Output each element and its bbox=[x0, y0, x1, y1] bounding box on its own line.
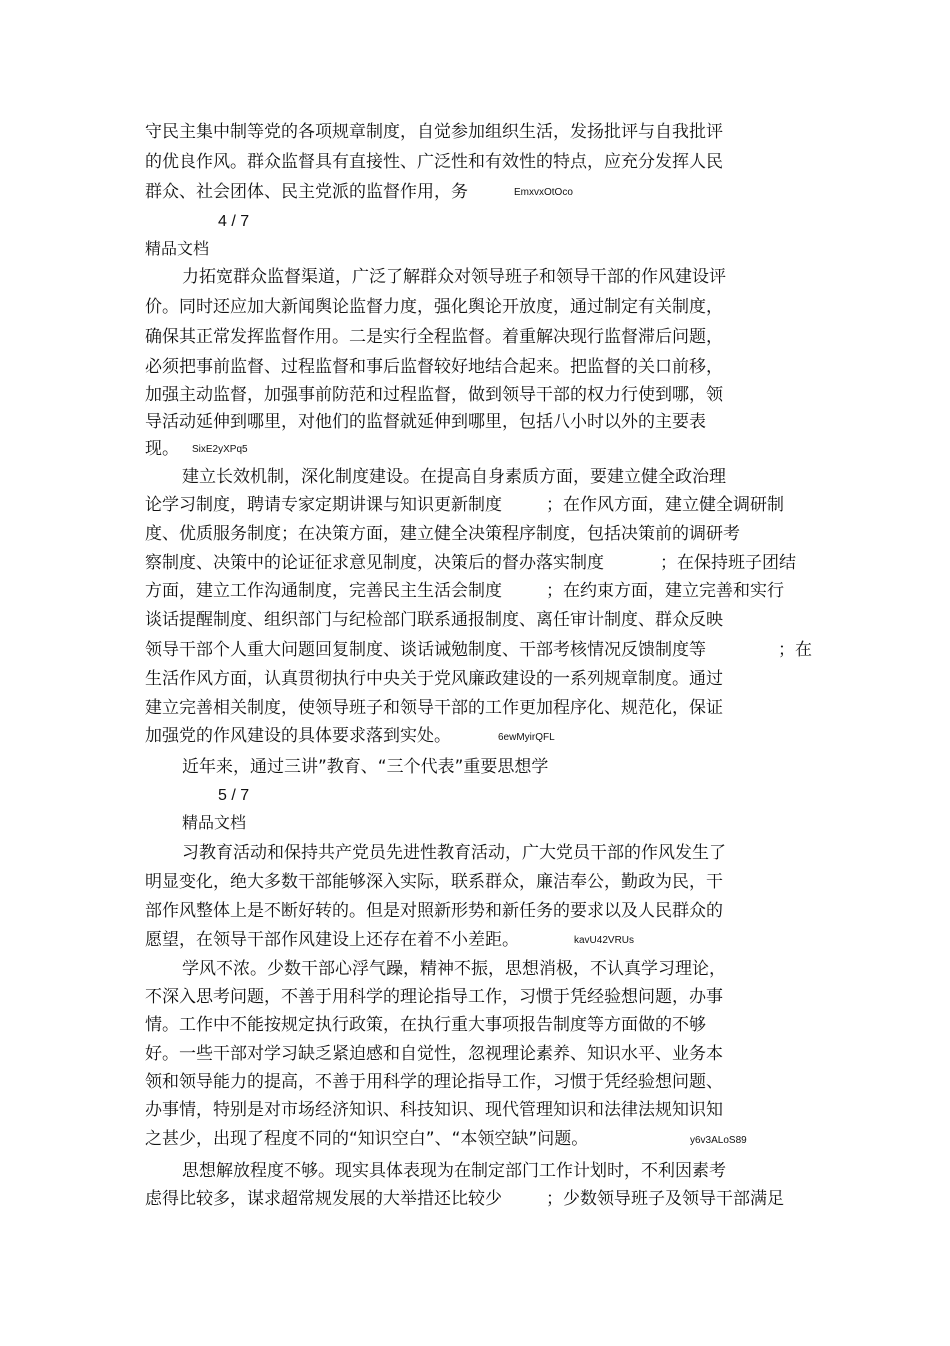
text-line: 之甚少，出现了程度不同的“知识空白”、“本领空缺”问题。 bbox=[145, 1129, 589, 1149]
text-line: 愿望，在领导干部作风建设上还存在着不小差距。 bbox=[145, 930, 519, 950]
page-number: 4 / 7 bbox=[218, 213, 250, 230]
text-line: 习教育活动和保持共产党员先进性教育活动，广大党员干部的作风发生了 bbox=[182, 843, 726, 863]
text-line: 好。一些干部对学习缺乏紧迫感和自觉性，忽视理论素养、知识水平、业务本 bbox=[145, 1044, 723, 1064]
text-line: 导活动延伸到哪里，对他们的监督就延伸到哪里，包括八小时以外的主要表 bbox=[145, 412, 706, 432]
text-line: 思想解放程度不够。现实具体表现为在制定部门工作计划时，不利因素考 bbox=[182, 1161, 726, 1181]
text-line: 虑得比较多，谋求超常规发展的大举措还比较少 bbox=[145, 1189, 502, 1209]
text-line: 察制度、决策中的论证征求意见制度，决策后的督办落实制度 bbox=[145, 553, 604, 573]
text-line: 确保其正常发挥监督作用。二是实行全程监督。着重解决现行监督滞后问题， bbox=[145, 327, 723, 347]
text-line: ；在保持班子团结 bbox=[660, 553, 796, 573]
text-line: 办事情，特别是对市场经济知识、科技知识、现代管理知识和法律法规知识知 bbox=[145, 1100, 723, 1120]
text-line: 情。工作中不能按规定执行政策，在执行重大事项报告制度等方面做的不够 bbox=[145, 1015, 706, 1035]
text-line: 领导干部个人重大问题回复制度、谈话诫勉制度、干部考核情况反馈制度等 bbox=[145, 640, 706, 660]
text-line: 价。同时还应加大新闻舆论监督力度，强化舆论开放度，通过制定有关制度， bbox=[145, 297, 723, 317]
document-code: 6ewMyirQFL bbox=[498, 732, 555, 743]
document-code: SixE2yXPq5 bbox=[192, 444, 248, 455]
text-line: 明显变化，绝大多数干部能够深入实际，联系群众，廉洁奉公，勤政为民，干 bbox=[145, 872, 723, 892]
document-code: kavU42VRUs bbox=[574, 935, 635, 946]
text-line: 生活作风方面，认真贯彻执行中央关于党风廉政建设的一系列规章制度。通过 bbox=[145, 669, 723, 689]
text-line: 的优良作风。群众监督具有直接性、广泛性和有效性的特点，应充分发挥人民 bbox=[145, 152, 723, 172]
text-line: ；少数领导班子及领导干部满足 bbox=[546, 1189, 784, 1209]
text-line: 守民主集中制等党的各项规章制度，自觉参加组织生活，发扬批评与自我批评 bbox=[145, 122, 723, 142]
text-line: 力拓宽群众监督渠道，广泛了解群众对领导班子和领导干部的作风建设评 bbox=[182, 267, 726, 287]
document-code: y6v3ALoS89 bbox=[690, 1135, 747, 1146]
text-line: 部作风整体上是不断好转的。但是对照新形势和新任务的要求以及人民群众的 bbox=[145, 901, 723, 921]
text-line: 学风不浓。少数干部心浮气躁，精神不振，思想消极，不认真学习理论， bbox=[182, 959, 726, 979]
text-line: 近年来，通过三讲”教育、“三个代表”重要思想学 bbox=[182, 757, 549, 777]
text-line: 领和领导能力的提高，不善于用科学的理论指导工作，习惯于凭经验想问题、 bbox=[145, 1072, 723, 1092]
text-line: 方面，建立工作沟通制度，完善民主生活会制度 bbox=[145, 581, 502, 601]
text-line: 度、优质服务制度；在决策方面，建立健全决策程序制度，包括决策前的调研考 bbox=[145, 524, 740, 544]
text-line: 加强主动监督，加强事前防范和过程监督，做到领导干部的权力行使到哪，领 bbox=[145, 385, 723, 405]
text-line: ；在作风方面，建立健全调研制 bbox=[546, 495, 784, 515]
text-line: 建立完善相关制度，使领导班子和领导干部的工作更加程序化、规范化，保证 bbox=[145, 698, 723, 718]
text-line: ；在约束方面，建立完善和实行 bbox=[546, 581, 784, 601]
watermark-label: 精品文档 bbox=[145, 239, 210, 258]
text-line: 论学习制度，聘请专家定期讲课与知识更新制度 bbox=[145, 495, 502, 515]
watermark-label: 精品文档 bbox=[182, 813, 247, 832]
text-line: 谈话提醒制度、组织部门与纪检部门联系通报制度、离任审计制度、群众反映 bbox=[145, 610, 723, 630]
text-line: 现。 bbox=[145, 439, 179, 459]
document-code: EmxvxOtOco bbox=[514, 187, 573, 198]
text-line: 必须把事前监督、过程监督和事后监督较好地结合起来。把监督的关口前移， bbox=[145, 357, 723, 377]
text-line: 不深入思考问题，不善于用科学的理论指导工作，习惯于凭经验想问题，办事 bbox=[145, 987, 723, 1007]
text-line: ；在 bbox=[778, 640, 812, 660]
page-number: 5 / 7 bbox=[218, 787, 250, 804]
text-line: 群众、社会团体、民主党派的监督作用，务 bbox=[145, 182, 468, 202]
text-line: 建立长效机制，深化制度建设。在提高自身素质方面，要建立健全政治理 bbox=[182, 467, 726, 487]
text-line: 加强党的作风建设的具体要求落到实处。 bbox=[145, 726, 451, 746]
